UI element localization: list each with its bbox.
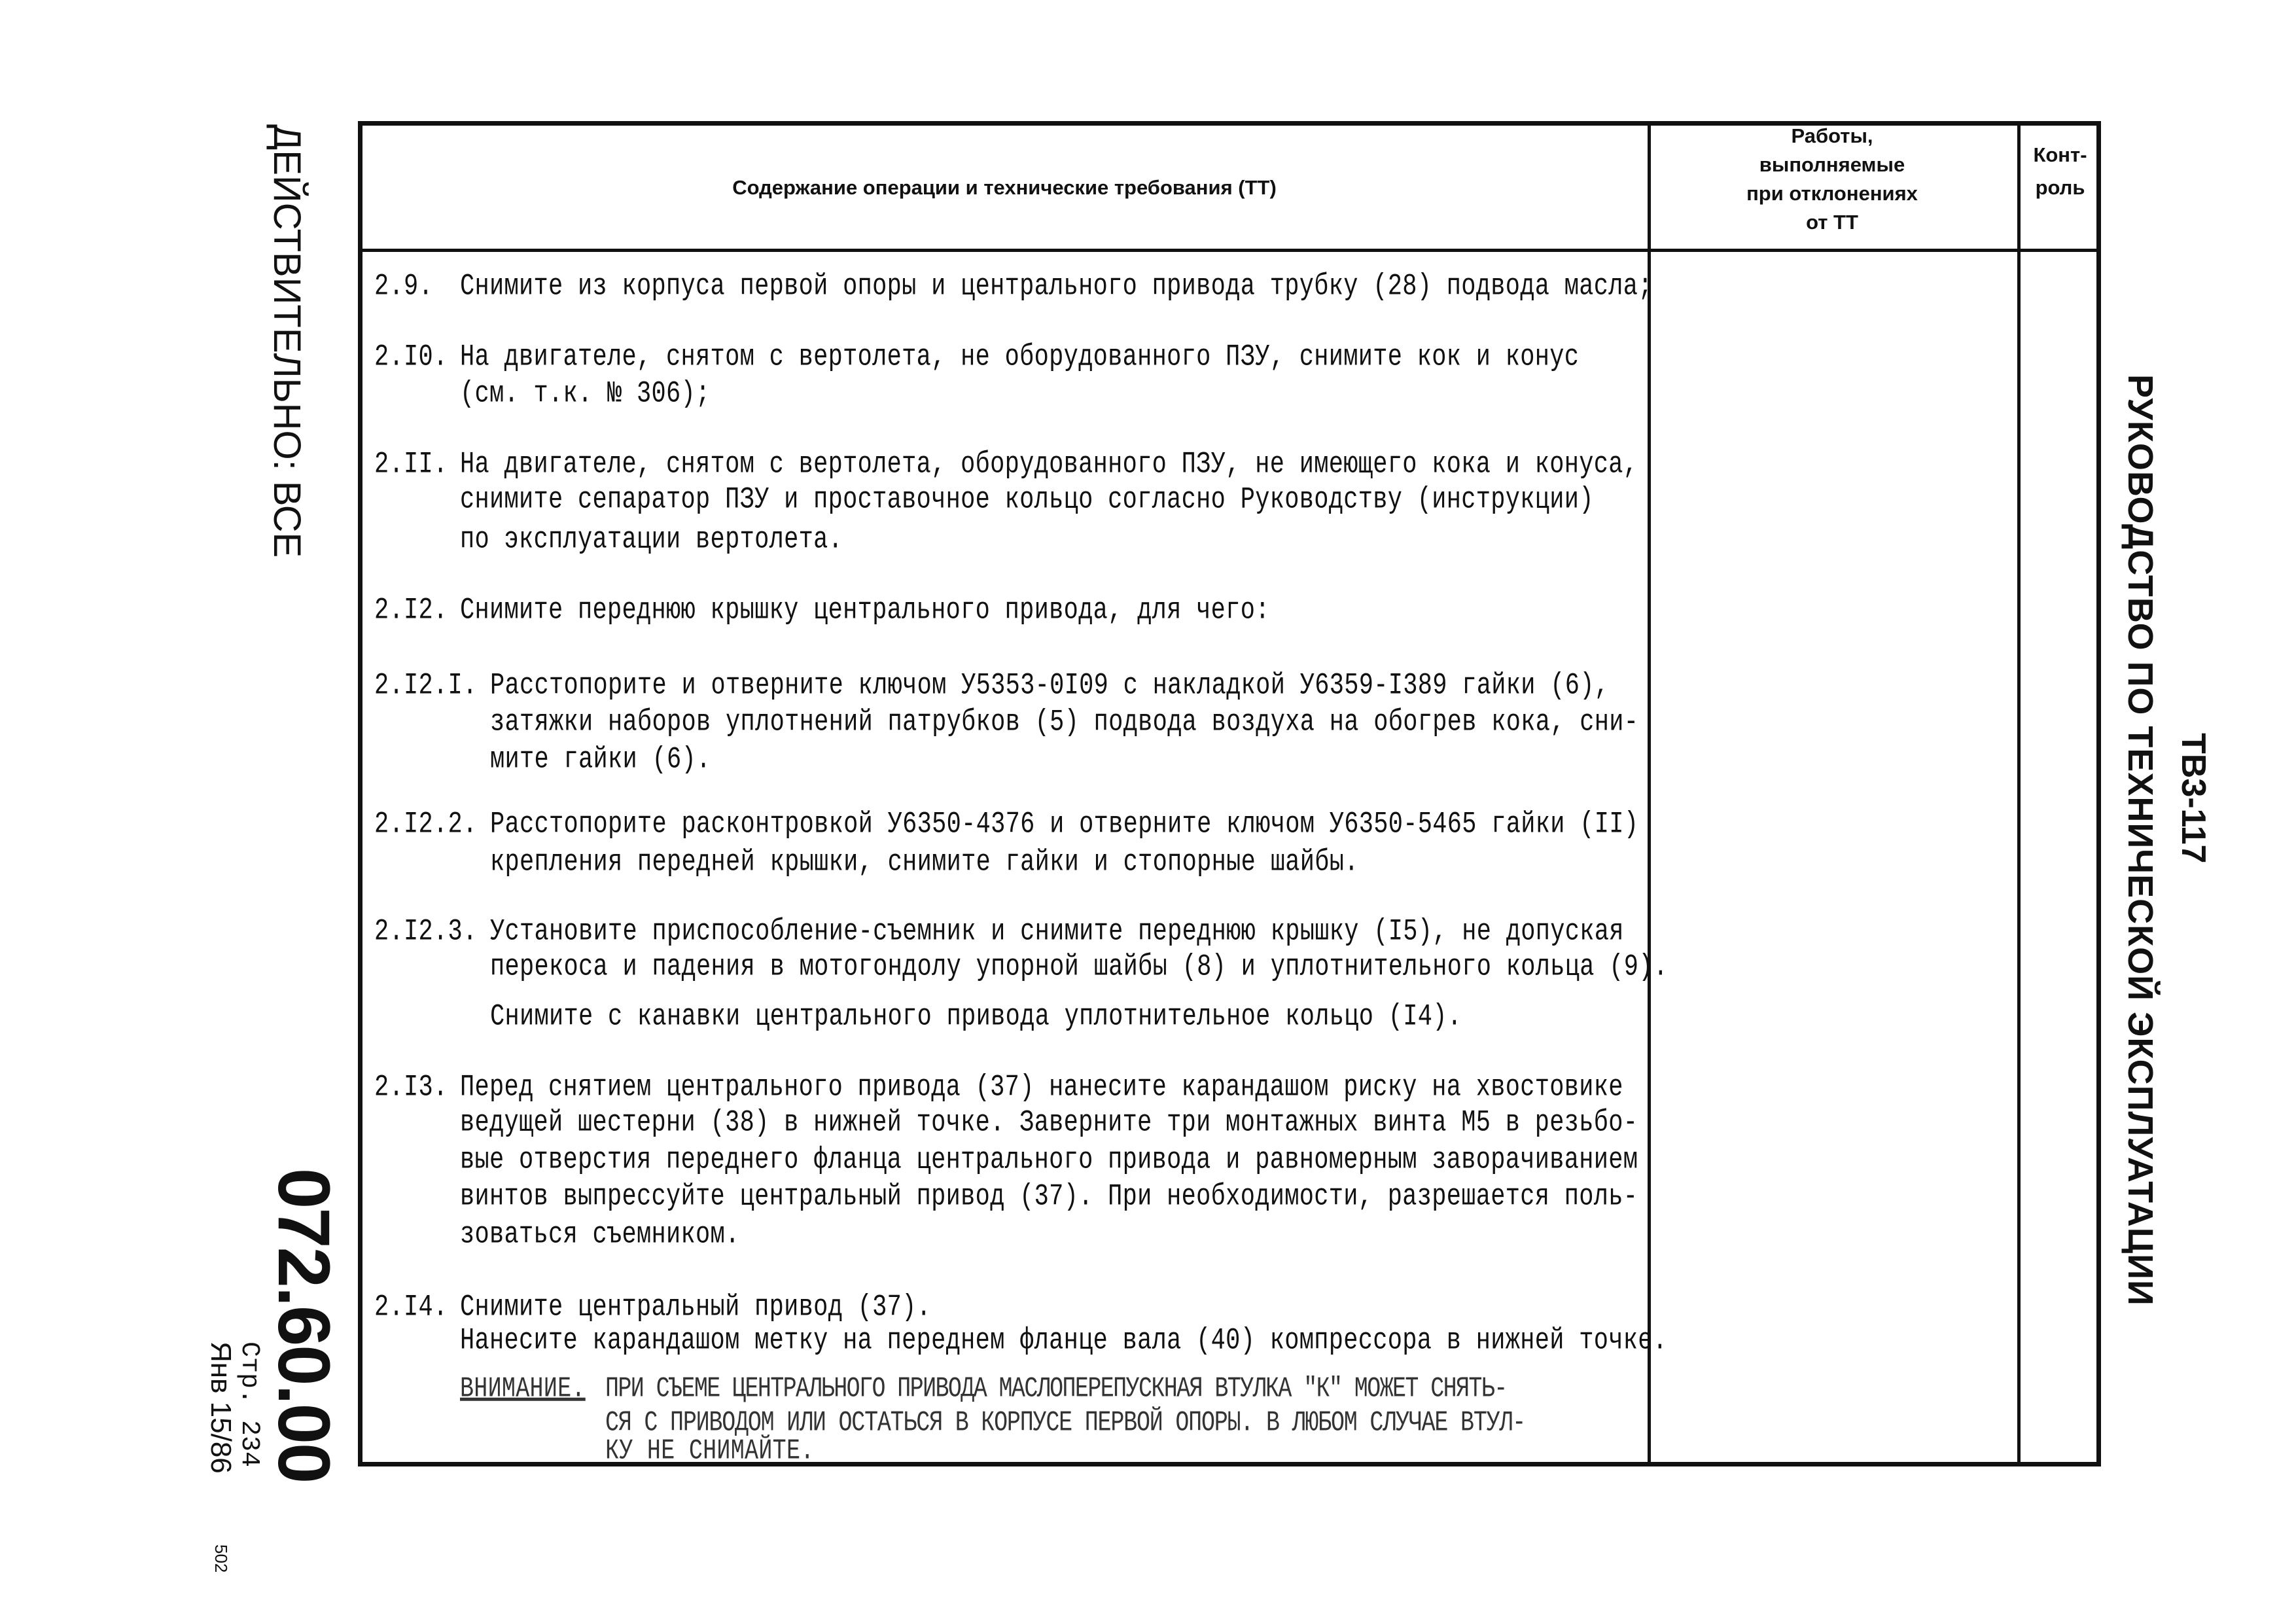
header-control	[2019, 139, 2101, 204]
item-text: Снимите из корпуса первой опоры и центрального привода трубку (28) подвода масла;	[460, 270, 1653, 304]
header-deviation-line: при отклонениях	[1746, 182, 1918, 205]
item-number: 2.I2.2.	[374, 808, 478, 842]
engine-model: ТВ3-117	[2174, 733, 2212, 864]
item-text: перекоса и падения в мотогондолу упорной шайбы (8) и уплотнительного кольца (9).	[490, 950, 1669, 985]
item-text: На двигателе, снятом с вертолета, оборудованного ПЗУ, не имеющего кока и конуса,	[460, 448, 1638, 482]
item-text: Расстопорите и отверните ключом У5353-0I09 с накладкой У6359-I389 гайки (6),	[490, 669, 1610, 703]
header-deviation-line: выполняемые	[1759, 153, 1905, 176]
header-deviation-line: Работы,	[1791, 124, 1873, 147]
item-number: 2.9.	[374, 270, 434, 304]
item-number: 2.I2.	[374, 594, 448, 628]
effectivity-label: ДЕЙСТВИТЕЛЬНО: ВСЕ	[266, 124, 308, 558]
item-text: На двигателе, снятом с вертолета, не оборудованного ПЗУ, снимите кок и конус	[460, 340, 1580, 375]
item-text: мите гайки (6).	[490, 743, 711, 777]
item-text: Нанесите карандашом метку на переднем фланце вала (40) компрессора в нижней точке.	[460, 1324, 1668, 1359]
item-text: Установите приспособление-съемник и снимите переднюю крышку (I5), не допуская	[490, 915, 1624, 950]
warning-label: ВНИМАНИЕ.	[460, 1372, 586, 1405]
item-number: 2.II.	[374, 448, 448, 482]
sheet-code: 502	[211, 1544, 231, 1573]
warning-text: КУ НЕ СНИМАЙТЕ.	[605, 1434, 815, 1467]
page-number: Стр. 234	[234, 1342, 264, 1468]
section-number: 072.60.00	[263, 1168, 345, 1483]
item-text: по эксплуатации вертолета.	[460, 523, 843, 558]
item-text: зоваться съемником.	[460, 1218, 740, 1253]
header-control-line: роль	[2035, 176, 2085, 199]
header-content: Содержание операции и технические требования (ТТ)	[732, 176, 1277, 199]
item-number: 2.I2.I.	[374, 669, 478, 703]
column-divider	[1648, 126, 1651, 1462]
column-divider	[2017, 126, 2021, 1462]
item-text: Снимите с канавки центрального привода уплотнительное кольцо (I4).	[490, 1000, 1462, 1035]
item-number: 2.I4.	[374, 1290, 448, 1325]
header-divider	[362, 249, 2096, 252]
operation-table	[358, 121, 2101, 1466]
manual-title: РУКОВОДСТВО ПО ТЕХНИЧЕСКОЙ ЭКСПЛУАТАЦИИ	[2121, 374, 2160, 1306]
header-deviation-line: от ТТ	[1806, 211, 1858, 234]
header-control-line: Конт-	[2033, 143, 2087, 166]
item-number: 2.I0.	[374, 340, 448, 375]
item-text: вые отверстия переднего фланца центрального привода и равномерным заворачиванием	[460, 1143, 1638, 1178]
item-text: Перед снятием центрального привода (37) нанесите карандашом риску на хвостовике	[460, 1071, 1623, 1105]
header-deviation	[1649, 122, 2015, 237]
item-number: 2.I2.3.	[374, 915, 478, 950]
item-text: затяжки наборов уплотнений патрубков (5) подвода воздуха на обогрев кока, сни-	[490, 705, 1639, 740]
item-text: Снимите центральный привод (37).	[460, 1290, 932, 1325]
item-number: 2.I3.	[374, 1071, 448, 1105]
revision-date: Янв 15/86	[205, 1342, 237, 1474]
item-text: Снимите переднюю крышку центрального привода, для чего:	[460, 594, 1270, 628]
warning-text: СЯ С ПРИВОДОМ ИЛИ ОСТАТЬСЯ В КОРПУСЕ ПЕРВОЙ ОПОРЫ. В ЛЮБОМ СЛУЧАЕ ВТУЛ-	[605, 1406, 1526, 1439]
item-text: крепления передней крышки, снимите гайки и стопорные шайбы.	[490, 845, 1359, 880]
item-text: (см. т.к. № 306);	[460, 377, 711, 412]
warning-text: ПРИ СЪЕМЕ ЦЕНТРАЛЬНОГО ПРИВОДА МАСЛОПЕРЕПУСКНАЯ ВТУЛКА "К" МОЖЕТ СНЯТЬ-	[605, 1372, 1507, 1405]
item-text: Расстопорите расконтровкой У6350-4376 и отверните ключом У6350-5465 гайки (II)	[490, 808, 1639, 842]
item-text: ведущей шестерни (38) в нижней точке. Заверните три монтажных винта М5 в резьбо-	[460, 1106, 1638, 1141]
item-text: винтов выпрессуйте центральный привод (37). При необходимости, разрешается поль-	[460, 1180, 1638, 1215]
item-text: снимите сепаратор ПЗУ и проставочное кольцо согласно Руководству (инструкции)	[460, 483, 1594, 518]
